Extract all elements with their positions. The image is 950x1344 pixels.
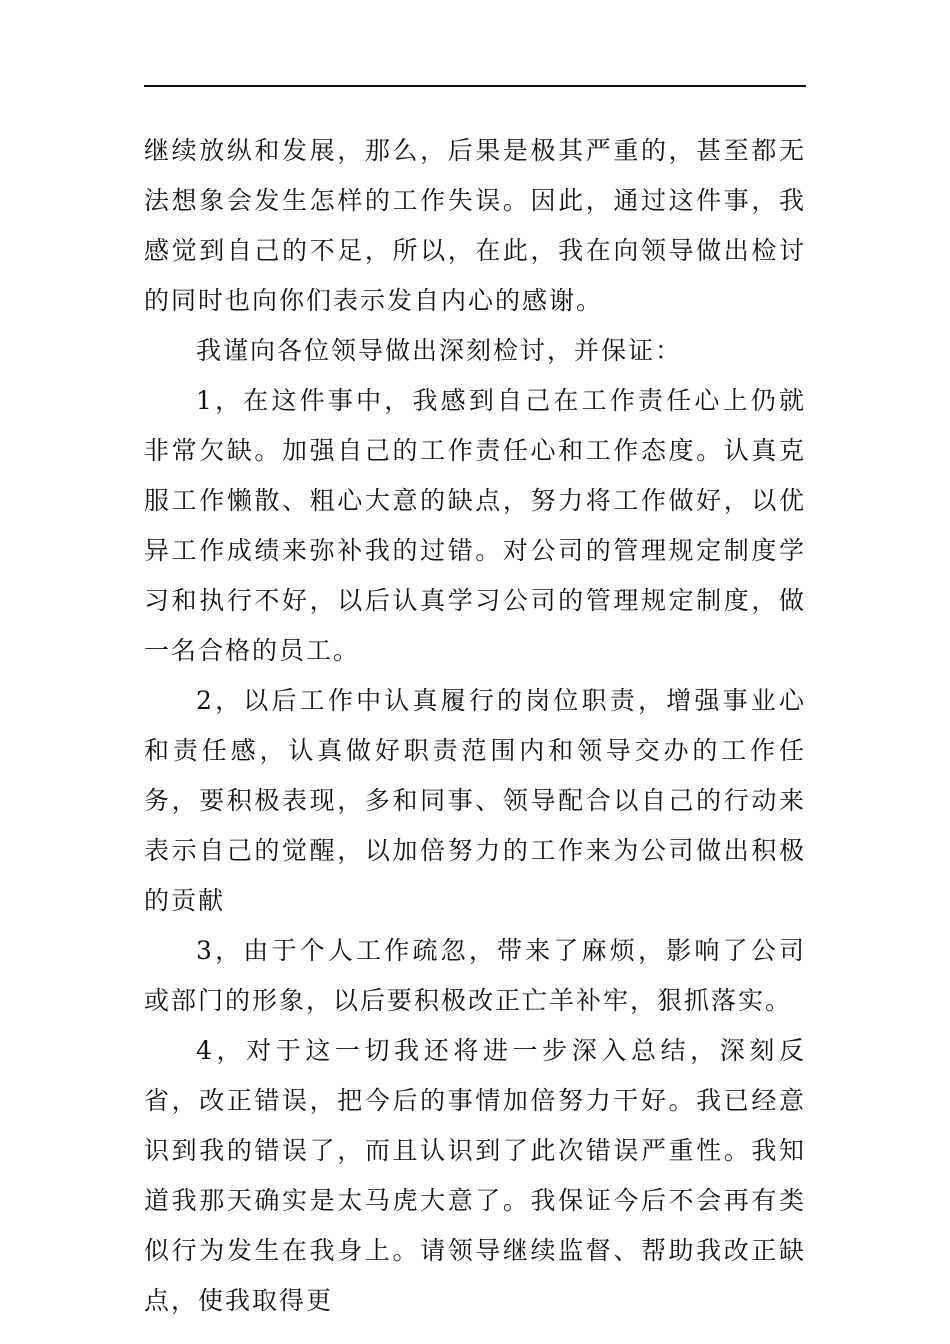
paragraph-point-2: 2，以后工作中认真履行的岗位职责，增强事业心和责任感，认真做好职责范围内和领导交办的工作任务，要积极表现，多和同事、领导配合以自己的行动来表示自己的觉醒，以加倍努力的工作来为公司做出积极的贡献 [144, 686, 806, 915]
paragraph-point-4: 4，对于这一切我还将进一步深入总结，深刻反省，改正错误，把今后的事情加倍努力干好。我已经意识到我的错误了，而且认识到了此次错误严重性。我知道我那天确实是太马虎大意了。我保证今后不会再有类似行为发生在我身上。请领导继续监督、帮助我改正缺点，使我取得更 [144, 1036, 806, 1315]
paragraph-point-3: 3，由于个人工作疏忽，带来了麻烦，影响了公司或部门的形象，以后要积极改正亡羊补牢，狠抓落实。 [144, 936, 806, 1015]
paragraph-pledge-intro: 我谨向各位领导做出深刻检讨，并保证： [196, 336, 683, 365]
document-body [144, 126, 806, 1326]
header-rule [144, 85, 806, 87]
paragraph-point-1: 1，在这件事中，我感到自己在工作责任心上仍就非常欠缺。加强自己的工作责任心和工作态度。认真克服工作懒散、粗心大意的缺点，努力将工作做好，以优异工作成绩来弥补我的过错。对公司的管理规定制度学习和执行不好，以后认真学习公司的管理规定制度，做一名合格的员工。 [144, 386, 806, 665]
paragraph-continuation: 继续放纵和发展，那么，后果是极其严重的，甚至都无法想象会发生怎样的工作失误。因此，通过这件事，我感觉到自己的不足，所以，在此，我在向领导做出检讨的同时也向你们表示发自内心的感谢。 [144, 136, 806, 315]
